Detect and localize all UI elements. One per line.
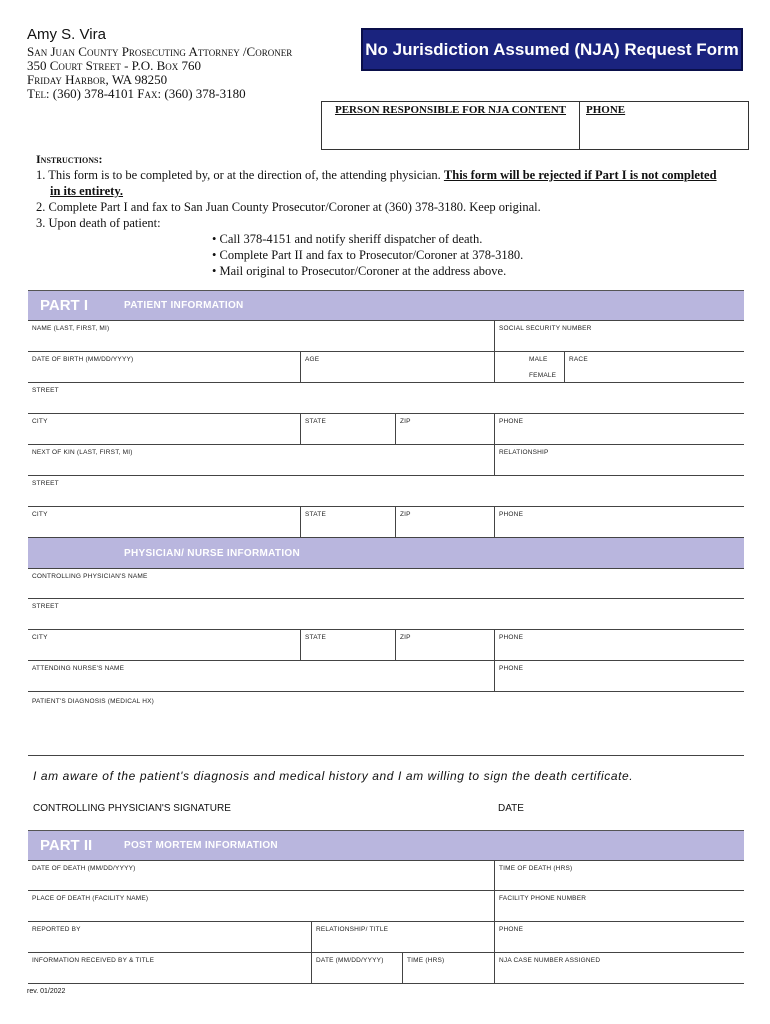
physician-zip-field[interactable]: ZIP <box>396 630 495 660</box>
age-field[interactable]: AGE <box>301 352 495 382</box>
dob-field[interactable]: DATE OF BIRTH (MM/DD/YYYY) <box>28 352 301 382</box>
relationship-field[interactable]: RELATIONSHIP <box>499 449 549 456</box>
street-field[interactable]: STREET <box>32 387 59 394</box>
info-received-field[interactable]: INFORMATION RECEIVED BY & TITLE <box>28 953 312 983</box>
attending-nurse-field[interactable]: ATTENDING NURSE'S NAME <box>28 661 495 691</box>
kin-zip-field[interactable]: ZIP <box>396 507 495 537</box>
city-field[interactable]: CITY <box>28 414 301 444</box>
facility-phone-field[interactable]: FACILITY PHONE NUMBER <box>499 895 587 902</box>
revision-note: rev. 01/2022 <box>27 988 66 995</box>
physician-header <box>28 538 744 568</box>
part2-label: PART II <box>40 837 93 854</box>
male-option[interactable]: MALE <box>529 356 548 363</box>
office-city: Friday Harbor, WA 98250 <box>27 72 168 87</box>
instruction-2: 2. Complete Part I and fax to San Juan County Prosecutor/Coroner at (360) 378-3180. Keep original. <box>36 200 541 214</box>
name-field[interactable]: NAME (LAST, FIRST, MI) <box>28 321 495 351</box>
row-kin-city <box>28 507 744 538</box>
row-street <box>28 383 744 414</box>
row-name <box>28 320 744 352</box>
instruction-bullet: • Complete Part II and fax to Prosecutor/Coroner at 378-3180. <box>212 248 524 262</box>
row-reported-by <box>28 922 744 953</box>
zip-field[interactable]: ZIP <box>396 414 495 444</box>
state-field[interactable]: STATE <box>301 414 396 444</box>
row-info-received <box>28 953 744 984</box>
official-name: Amy S. Vira <box>27 26 106 43</box>
row-nurse <box>28 661 744 692</box>
instruction-3: 3. Upon death of patient: <box>36 216 161 230</box>
form-title: No Jurisdiction Assumed (NJA) Request Form <box>361 28 743 71</box>
received-date-field[interactable]: DATE (MM/DD/YYYY) <box>312 953 403 983</box>
sex-field[interactable] <box>495 352 565 382</box>
controlling-physician-field[interactable]: CONTROLLING PHYSICIAN'S NAME <box>32 573 148 580</box>
office-header <box>27 28 292 101</box>
next-of-kin-field[interactable]: NEXT OF KIN (LAST, FIRST, MI) <box>28 445 495 475</box>
row-next-of-kin <box>28 445 744 476</box>
nja-case-number-field[interactable]: NJA CASE NUMBER ASSIGNED <box>499 957 601 964</box>
physician-street-field[interactable]: STREET <box>32 603 59 610</box>
physician-state-field[interactable]: STATE <box>301 630 396 660</box>
instruction-1 <box>36 167 756 183</box>
relationship-title-field[interactable]: RELATIONSHIP/ TITLE <box>312 922 495 952</box>
part1-label: PART I <box>40 297 89 314</box>
date-of-death-field[interactable]: DATE OF DEATH (MM/DD/YYYY) <box>28 861 495 890</box>
race-field[interactable]: RACE <box>569 356 588 363</box>
instruction-1-warning: This form will be rejected if Part I is not completed <box>443 168 717 182</box>
part1-header <box>28 290 744 320</box>
kin-state-field[interactable]: STATE <box>301 507 396 537</box>
part2-title: POST MORTEM INFORMATION <box>124 840 278 851</box>
female-option[interactable]: FEMALE <box>529 372 557 379</box>
reported-by-field[interactable]: REPORTED BY <box>28 922 312 952</box>
row-date-of-death <box>28 860 744 891</box>
row-physician-street <box>28 599 744 630</box>
time-of-death-field[interactable]: TIME OF DEATH (HRS) <box>499 865 573 872</box>
row-place-of-death <box>28 891 744 922</box>
ssn-field[interactable]: SOCIAL SECURITY NUMBER <box>499 325 592 332</box>
nurse-phone-field[interactable]: PHONE <box>499 665 524 672</box>
kin-city-field[interactable]: CITY <box>28 507 301 537</box>
instruction-bullet: • Mail original to Prosecutor/Coroner at the address above. <box>212 264 507 278</box>
kin-phone-field[interactable]: PHONE <box>499 511 524 518</box>
physician-city-field[interactable]: CITY <box>28 630 301 660</box>
diagnosis-field[interactable]: PATIENT'S DIAGNOSIS (MEDICAL HX) <box>32 698 155 705</box>
responsible-phone-field[interactable]: PHONE <box>586 104 626 116</box>
office-street: 350 Court Street - P.O. Box 760 <box>27 58 202 73</box>
signature-date-field[interactable]: DATE <box>498 803 524 814</box>
received-time-field[interactable]: TIME (HRS) <box>403 953 495 983</box>
row-city <box>28 414 744 445</box>
instruction-bullet: • Call 378-4151 and notify sheriff dispatcher of death. <box>212 232 483 246</box>
row-physician-city <box>28 630 744 661</box>
row-kin-street <box>28 476 744 507</box>
awareness-statement: I am aware of the patient's diagnosis and medical history and I am willing to sign the death certificate. <box>33 769 634 783</box>
physician-phone-field[interactable]: PHONE <box>499 634 524 641</box>
phone-field[interactable]: PHONE <box>499 418 524 425</box>
office-phones: Tel: (360) 378-4101 Fax: (360) 378-3180 <box>27 86 246 101</box>
instruction-1-text: 1. This form is to be completed by, or at the direction of, the attending physician. <box>36 168 441 182</box>
part2-header <box>28 830 744 860</box>
responsible-person-field[interactable]: PERSON RESPONSIBLE FOR NJA CONTENT <box>322 102 580 149</box>
row-controlling-physician <box>28 568 744 599</box>
row-dob <box>28 352 744 383</box>
instructions-heading: Instructions: <box>36 152 103 166</box>
kin-street-field[interactable]: STREET <box>32 480 59 487</box>
instruction-1-warning-cont: in its entirety. <box>50 184 124 198</box>
row-diagnosis <box>28 692 744 756</box>
responsible-box <box>321 101 749 150</box>
instructions <box>36 151 756 279</box>
place-of-death-field[interactable]: PLACE OF DEATH (FACILITY NAME) <box>28 891 495 921</box>
office-title: San Juan County Prosecuting Attorney /Coroner <box>27 44 293 59</box>
part1-title: PATIENT INFORMATION <box>124 300 244 311</box>
reporter-phone-field[interactable]: PHONE <box>499 926 524 933</box>
signature-field[interactable]: CONTROLLING PHYSICIAN'S SIGNATURE <box>33 803 231 814</box>
physician-title: PHYSICIAN/ NURSE INFORMATION <box>124 547 300 559</box>
